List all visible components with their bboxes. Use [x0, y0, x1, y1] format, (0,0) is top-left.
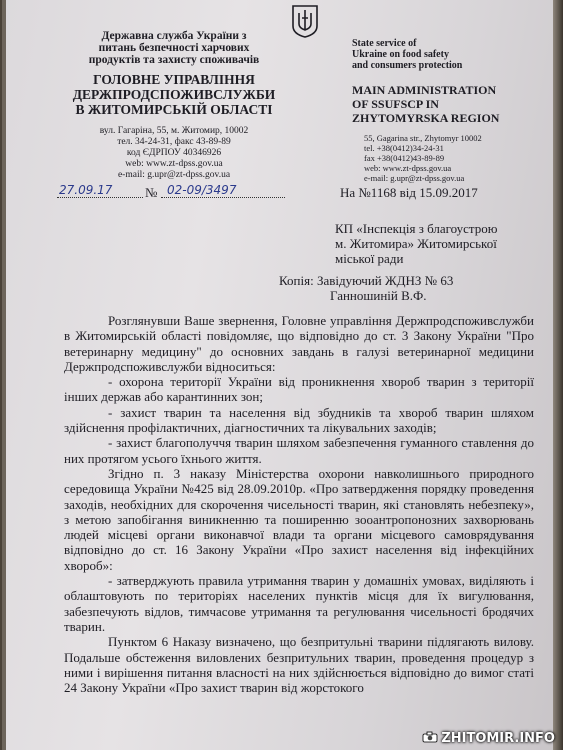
agency-name-en: State service of Ukraine on food safety and consumers protection — [352, 38, 463, 71]
copy-label: Копія: — [279, 273, 314, 288]
header-english — [352, 38, 542, 183]
trident-coat-of-arms-icon — [290, 4, 320, 38]
agency-name-ua: Державна служба України з питань безпечності харчових продуктів та захисту споживачів — [88, 30, 260, 66]
handwritten-number: 02-09/3497 — [167, 183, 237, 197]
body-paragraph: - захист тварин та населення від збудників та хвороб тварин шляхом здійснення профілактичних, діагностичних та лікувальних заходів; — [64, 404, 534, 436]
document-page — [2, 0, 557, 750]
camera-icon — [422, 731, 438, 743]
header-ukrainian — [64, 30, 284, 181]
body-paragraph: - затверджують правила утримання тварин у домашніх умовах, виділяють і облаштовують по територіях населених пунктів місця для їх вигулювання, забезпечують відлов, тимчасове утримання та регулювання чисельності бродячих тварин. — [64, 573, 534, 634]
body-paragraph: Розглянувши Ваше звернення, Головне управління Держпродспоживслужби в Житомирській області повідомляє, що відповідно до ст. 3 Закону України "Про ветеринарну медицину" до основних завдань в галузі ветеринарної медицини Держпродспоживслужби відноситься: — [64, 313, 534, 374]
page-shadow-left — [2, 0, 6, 750]
letter-body — [64, 313, 534, 695]
incoming-reference: На №1168 від 15.09.2017 — [340, 185, 478, 200]
copy-recipient-block — [279, 273, 539, 303]
date-dotted-line — [57, 197, 143, 198]
body-paragraph: - захист благополуччя тварин шляхом забезпечення гуманного ставлення до них протягом усього їхнього життя. — [64, 435, 534, 466]
office-name-en: MAIN ADMINISTRATION OF SSUFSCP IN ZHYTOMYRSKA REGION — [352, 83, 500, 125]
outgoing-reference-line — [57, 183, 507, 205]
copy-recipient-title: Завідуючий ЖДНЗ № 63 — [316, 273, 454, 288]
handwritten-date: 27.09.17 — [59, 183, 113, 197]
office-name-ua: ГОЛОВНЕ УПРАВЛІННЯ ДЕРЖПРОДСПОЖИВСЛУЖБИ В ЖИТОМИРСЬКІЙ ОБЛАСТІ — [72, 72, 276, 117]
body-paragraph: Пунктом 6 Наказу визначено, що безпритульні тварини підлягають вилову. Подальше обстеження виловлених безпритульних тварин, проведення процедур з ними і вирішення питання власності на них здійснюється відповідно до вимог статі 24 Закону України «Про захист тварин від жорстокого — [64, 634, 534, 696]
body-paragraph: - охорона території України від проникнення хвороб тварин з території інших держав або карантинних зон; — [64, 374, 534, 405]
page-shadow-right — [553, 0, 563, 750]
site-watermark: ZHITOMIR.INFO — [422, 731, 555, 746]
number-label: № — [145, 185, 158, 200]
copy-recipient-name: Ганношиній В.Ф. — [330, 288, 427, 303]
body-paragraph: Згідно п. 3 наказу Міністерства охорони навколишнього природного середовища України №425 від 28.09.2010р. «Про затвердження порядку проведення заходів, необхідних для скорочення чисельності тварин, які становлять небезпеку», з метою запобігання виникненню та поширенню зооантропонозних захворювань людей місцеві органи виконавчої влади та органи місцевого самоврядування відповідно до ст. 16 Закону України «Про захист населення від інфекційних хвороб»: — [64, 465, 534, 573]
contact-details-ua: вул. Гагаріна, 55, м. Житомир, 10002 тел. 34-24-31, факс 43-89-89 код ЄДРПОУ 40346926 web: www.zt-dpss.gov.ua e-mail: g.upr@zt-dpss.gov.ua — [99, 126, 249, 180]
addressee-block: КП «Інспекція з благоустрою м. Житомира» Житомирської міської ради — [335, 221, 498, 266]
contact-details-en: 55, Gagarina str., Zhytomyr 10002 tel. +38(0412)34-24-31 fax +38(0412)43-89-89 web: www.zt-dpss.gov.ua e-mail: g.upr@zt-dpss.gov.ua — [364, 133, 482, 183]
number-dotted-line — [161, 197, 285, 198]
